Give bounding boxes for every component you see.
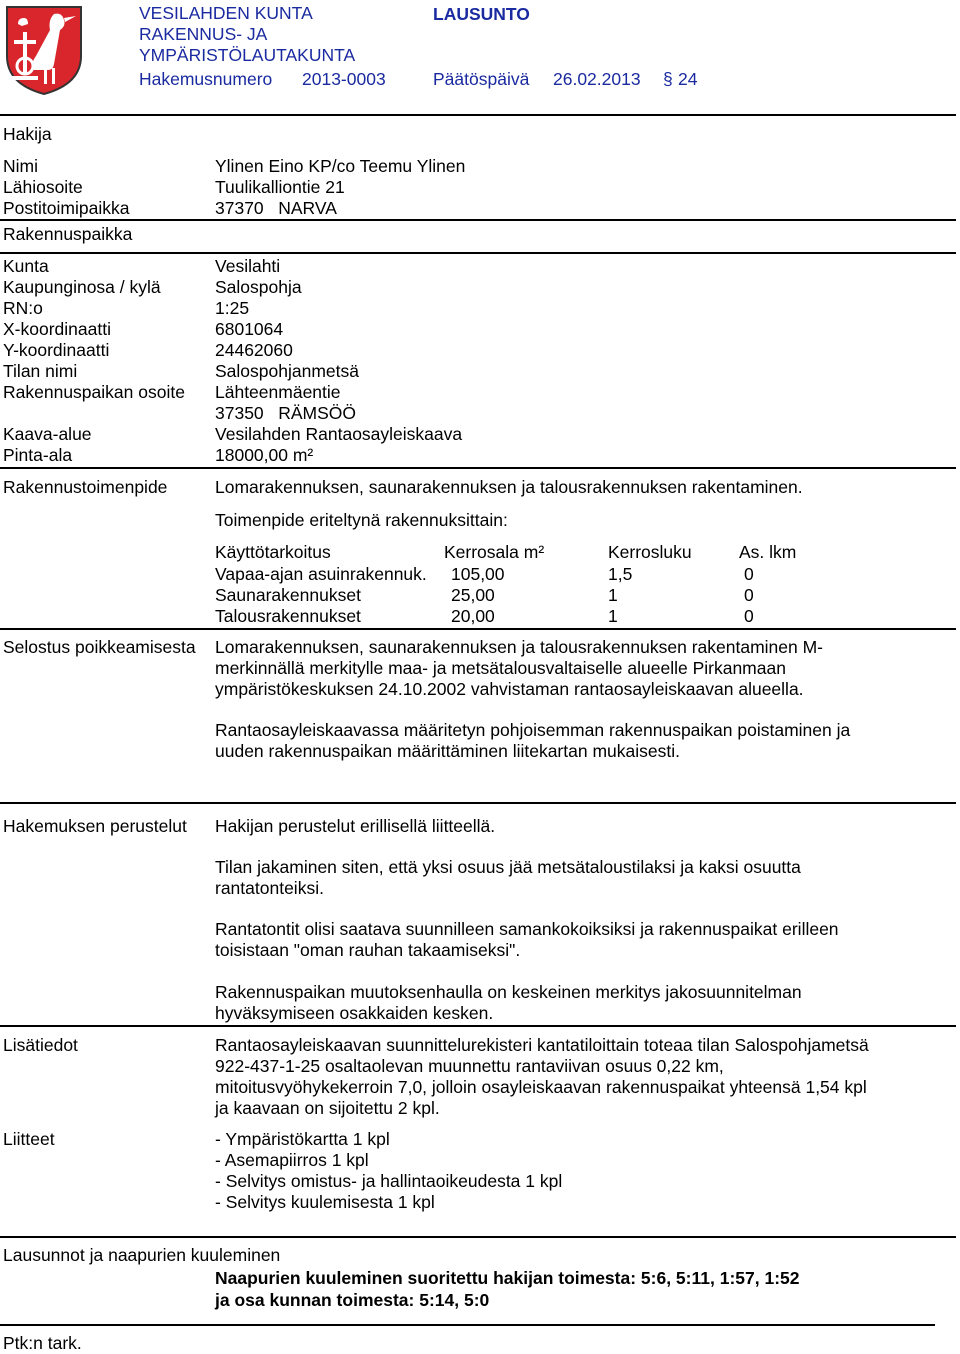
lisatiedot-text: Rantaosayleiskaavan suunnittelurekisteri kantatiloittain toteaa tilan Salospohjametsä 922-437-1-25 osaltaolevan muunnettu rantaviivan osuus 0,22 km, mitoitusvyöhykekerroin 7,0, jolloin osayleiskaavan rakennuspaikat yhteensä 1,54 kpl ja kaavaan on sijoitettu 2 kpl. bbox=[215, 1035, 869, 1118]
liitteet-label: Liitteet bbox=[3, 1129, 55, 1149]
rp-label-kaava: Kaava-alue bbox=[3, 424, 92, 444]
toimenpide-subtitle: Toimenpide eriteltynä rakennuksittain: bbox=[215, 510, 508, 530]
divider-header bbox=[0, 114, 956, 116]
org-name-line3: YMPÄRISTÖLAUTAKUNTA bbox=[139, 45, 356, 65]
liite-item-4: - Selvitys kuulemisesta 1 kpl bbox=[215, 1192, 435, 1212]
table-row-3-kaytto: Talousrakennukset bbox=[215, 606, 361, 626]
hakija-label-nimi: Nimi bbox=[3, 156, 38, 176]
hakemusnumero-label: Hakemusnumero bbox=[139, 69, 273, 89]
table-header-kayttotarkoitus: Käyttötarkoitus bbox=[215, 542, 331, 562]
table-header-kerrosala: Kerrosala m² bbox=[444, 542, 545, 562]
table-row-3-aslkm: 0 bbox=[744, 606, 754, 626]
perustelut-p2: Tilan jakaminen siten, että yksi osuus jää metsätaloustilaksi ja kaksi osuutta rantatonteiksi. bbox=[215, 857, 801, 898]
rp-label-rno: RN:o bbox=[3, 298, 43, 318]
org-name-line1: VESILAHDEN KUNTA bbox=[139, 3, 313, 23]
liite-item-2: - Asemapiirros 1 kpl bbox=[215, 1150, 369, 1170]
hakija-label-lahiosoite: Lähiosoite bbox=[3, 177, 83, 197]
table-row-1-kerrosluku: 1,5 bbox=[608, 564, 633, 584]
liite-item-3: - Selvitys omistus- ja hallintaoikeudesta 1 kpl bbox=[215, 1171, 563, 1191]
hakija-value-lahiosoite: Tuulikalliontie 21 bbox=[215, 177, 345, 197]
liite-item-1: - Ympäristökartta 1 kpl bbox=[215, 1129, 390, 1149]
paatospaiva-label: Päätöspäivä bbox=[433, 69, 530, 89]
rp-value-y: 24462060 bbox=[215, 340, 293, 360]
paatospaiva-value: 26.02.2013 bbox=[553, 69, 641, 89]
org-name-line2: RAKENNUS- JA bbox=[139, 24, 268, 44]
perustelut-label: Hakemuksen perustelut bbox=[3, 816, 187, 836]
perustelut-p1: Hakijan perustelut erillisellä liitteellä. bbox=[215, 816, 496, 836]
rp-label-y: Y-koordinaatti bbox=[3, 340, 110, 360]
document-type: LAUSUNTO bbox=[433, 4, 530, 24]
table-row-1-aslkm: 0 bbox=[744, 564, 754, 584]
hakemusnumero-value: 2013-0003 bbox=[302, 69, 386, 89]
rp-value-kunta: Vesilahti bbox=[215, 256, 281, 276]
rp-value-rno: 1:25 bbox=[215, 298, 250, 318]
perustelut-p3: Rantatontit olisi saatava suunnilleen samankokoiksiksi ja rakennuspaikat erilleen toisistaan "oman rauhan takaamiseksi". bbox=[215, 919, 839, 960]
hakija-label-postitoimipaikka: Postitoimipaikka bbox=[3, 198, 130, 218]
table-row-2-aslkm: 0 bbox=[744, 585, 754, 605]
table-header-as-lkm: As. lkm bbox=[739, 542, 797, 562]
hakija-value-nimi: Ylinen Eino KP/co Teemu Ylinen bbox=[215, 156, 466, 176]
rp-value-kyla: Salospohja bbox=[215, 277, 302, 297]
table-row-2-kerrosala: 25,00 bbox=[451, 585, 495, 605]
toimenpide-text: Lomarakennuksen, saunarakennuksen ja talousrakennuksen rakentaminen. bbox=[215, 477, 803, 497]
lausunnot-line-2: ja osa kunnan toimesta: 5:14, 5:0 bbox=[215, 1290, 490, 1310]
rp-label-kyla: Kaupunginosa / kylä bbox=[3, 277, 161, 297]
rp-label-tila: Tilan nimi bbox=[3, 361, 78, 381]
table-row-3-kerrosala: 20,00 bbox=[451, 606, 495, 626]
divider-liitteet bbox=[0, 1236, 956, 1238]
ptk-tarkastus-label: Ptk:n tark. bbox=[3, 1333, 82, 1353]
divider-rakennuspaikka bbox=[0, 252, 956, 254]
table-row-2-kerrosluku: 1 bbox=[608, 585, 618, 605]
lausunnot-line-1: Naapurien kuuleminen suoritettu hakijan toimesta: 5:6, 5:11, 1:57, 1:52 bbox=[215, 1268, 800, 1288]
divider-hakija bbox=[0, 219, 956, 221]
divider-perustelut bbox=[0, 1025, 956, 1027]
divider-pinta-ala bbox=[0, 467, 956, 469]
selostus-label: Selostus poikkeamisesta bbox=[3, 637, 196, 657]
divider-footer bbox=[0, 1324, 935, 1326]
selostus-paragraph-2: Rantaosayleiskaavassa määritetyn pohjoisemman rakennuspaikan poistaminen ja uuden rakennuspaikan määrittäminen liitekartan mukaisesti. bbox=[215, 720, 851, 761]
rp-value-postinumero: 37350 RÄMSÖÖ bbox=[215, 403, 357, 423]
table-row-2-kaytto: Saunarakennukset bbox=[215, 585, 361, 605]
section-sign: § bbox=[663, 69, 673, 89]
rp-label-pinta-ala: Pinta-ala bbox=[3, 445, 73, 465]
hakija-section-label: Hakija bbox=[3, 124, 52, 144]
selostus-paragraph-1: Lomarakennuksen, saunarakennuksen ja talousrakennuksen rakentaminen M-merkinnällä merkitylle maa- ja metsätalousvaltaiselle alueelle Pirkanmaan ympäristökeskuksen 24.10.2002 vahvistaman rantaosayleiskaavan alueella. bbox=[215, 637, 824, 699]
table-header-kerrosluku: Kerrosluku bbox=[608, 542, 692, 562]
table-row-3-kerrosluku: 1 bbox=[608, 606, 618, 626]
table-row-1-kaytto: Vapaa-ajan asuinrakennuk. bbox=[215, 564, 427, 584]
rp-value-osoite: Lähteenmäentie bbox=[215, 382, 341, 402]
perustelut-p4: Rakennuspaikan muutoksenhaulla on keskeinen merkitys jakosuunnitelman hyväksymiseen osakkaiden kesken. bbox=[215, 982, 802, 1023]
rp-value-tila: Salospohjanmetsä bbox=[215, 361, 359, 381]
section-number: 24 bbox=[678, 69, 698, 89]
rp-label-osoite: Rakennuspaikan osoite bbox=[3, 382, 185, 402]
hakija-value-postitoimipaikka: 37370 NARVA bbox=[215, 198, 337, 218]
table-row-1-kerrosala: 105,00 bbox=[451, 564, 505, 584]
toimenpide-label: Rakennustoimenpide bbox=[3, 477, 168, 497]
rakennuspaikka-section-label: Rakennuspaikka bbox=[3, 224, 133, 244]
lisatiedot-label: Lisätiedot bbox=[3, 1035, 78, 1055]
municipal-crest-logo bbox=[4, 4, 84, 96]
divider-selostus bbox=[0, 802, 956, 804]
rp-value-pinta-ala: 18000,00 m² bbox=[215, 445, 314, 465]
rp-label-kunta: Kunta bbox=[3, 256, 49, 276]
rp-label-x: X-koordinaatti bbox=[3, 319, 111, 339]
lausunnot-label: Lausunnot ja naapurien kuuleminen bbox=[3, 1245, 281, 1265]
rp-value-x: 6801064 bbox=[215, 319, 284, 339]
rp-value-kaava: Vesilahden Rantaosayleiskaava bbox=[215, 424, 463, 444]
divider-toimenpide bbox=[0, 628, 956, 630]
